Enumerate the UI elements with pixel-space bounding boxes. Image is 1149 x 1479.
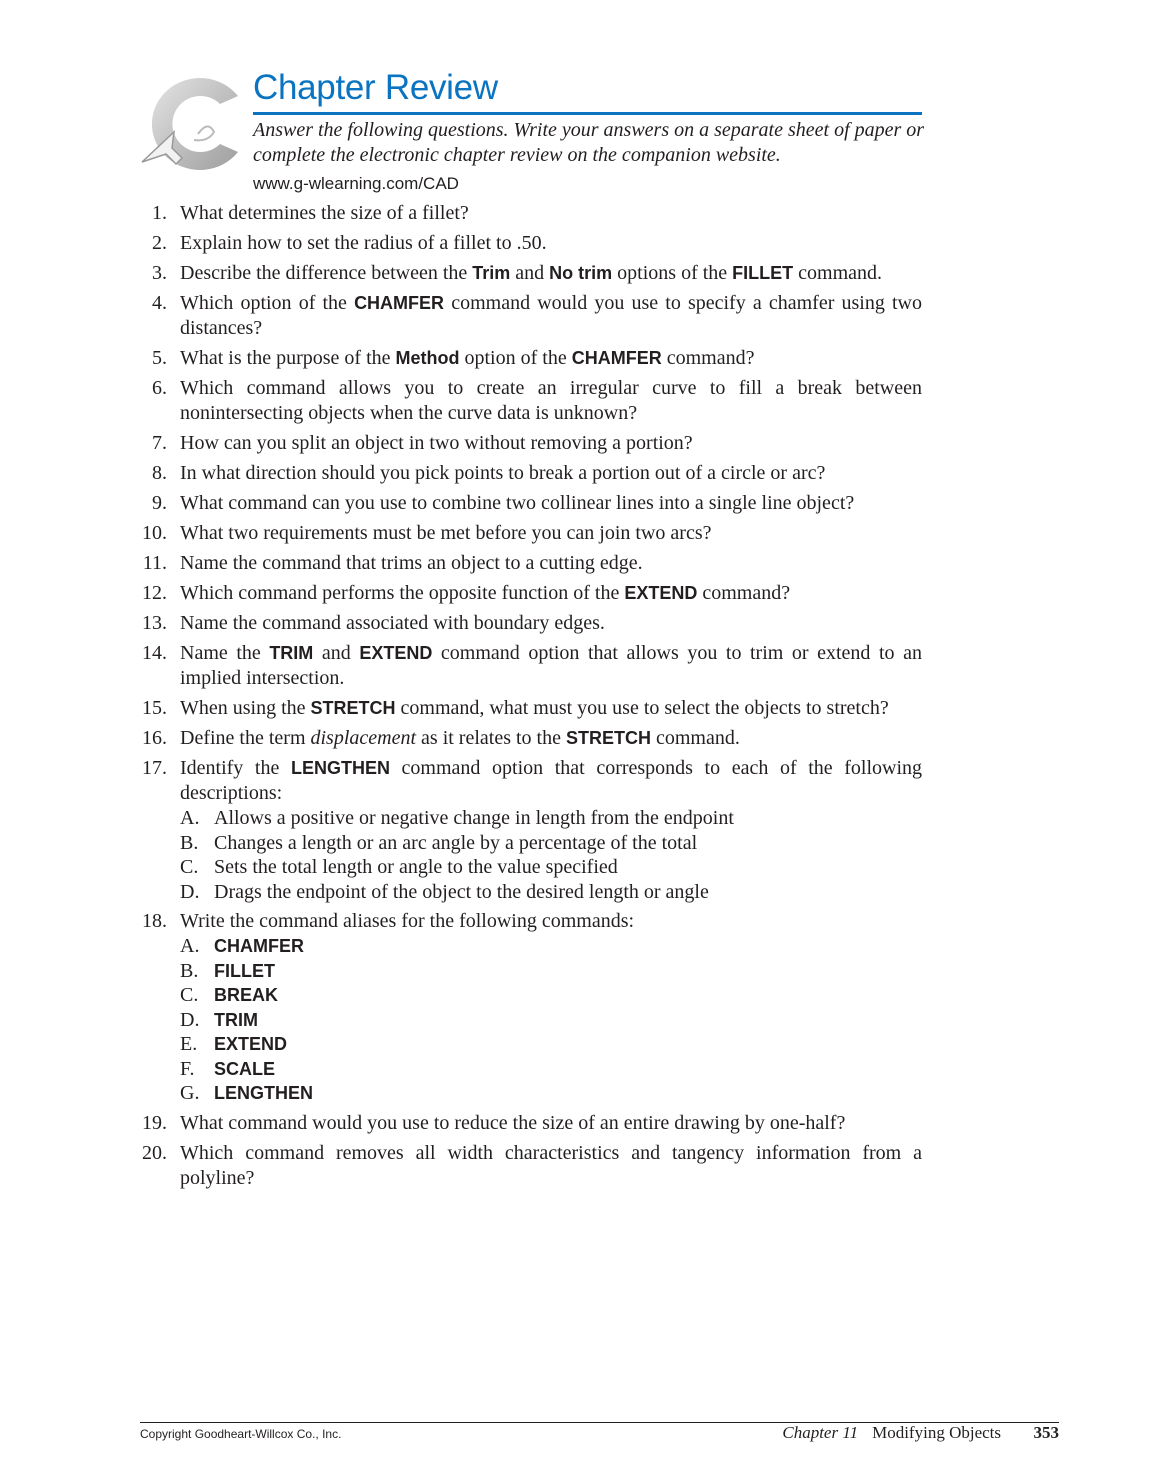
text-run: command? [661, 347, 755, 369]
text-run: Allows a positive or negative change in length from the endpoint [214, 807, 734, 829]
text-run: How can you split an object in two without removing a portion? [180, 432, 693, 454]
running-footer [782, 1423, 1001, 1443]
sub-question-text [214, 880, 709, 905]
question-text [180, 431, 922, 456]
sub-question [180, 1008, 922, 1033]
command-name: TRIM [214, 1009, 258, 1030]
question-text [180, 1111, 922, 1136]
text-run: Which command removes all width characteristics and tangency information from a polyline? [180, 1141, 922, 1189]
question-line [180, 696, 922, 721]
sub-question [180, 1081, 922, 1106]
sub-question-list [180, 934, 922, 1106]
question-number: 1. [152, 202, 167, 224]
text-run: What command can you use to combine two collinear lines into a single line object? [180, 492, 855, 514]
sub-question [180, 959, 922, 984]
question-item [140, 431, 922, 456]
sub-question-letter: C. [180, 856, 199, 878]
sub-question-letter: C. [180, 984, 199, 1006]
question-number: 10. [142, 522, 167, 544]
question-line [180, 461, 922, 486]
question-text [180, 491, 922, 516]
question-item [140, 521, 922, 546]
copyright: Copyright Goodheart-Willcox Co., Inc. [140, 1427, 342, 1441]
text-run: command. [793, 262, 883, 284]
companion-website-link[interactable]: www.g-wlearning.com/CAD [253, 174, 459, 193]
command-name: EXTEND [359, 643, 433, 663]
text-run: What command would you use to reduce the size of an entire drawing by one-half? [180, 1111, 846, 1134]
question-number: 12. [142, 582, 167, 604]
sub-question-letter: B. [180, 959, 199, 982]
question-line [180, 551, 922, 576]
question-number: 17. [142, 757, 167, 779]
question-item [140, 291, 922, 341]
question-text [180, 611, 922, 636]
command-name: No trim [549, 263, 613, 283]
sub-question [180, 806, 922, 831]
sub-question-text [214, 959, 275, 984]
text-run: command? [697, 582, 791, 604]
question-line [180, 521, 922, 546]
command-name: EXTEND [214, 1034, 288, 1054]
question-item [140, 611, 922, 636]
question-number: 4. [152, 292, 167, 314]
sub-question [180, 855, 922, 880]
command-name: BREAK [214, 985, 279, 1005]
question-line [180, 726, 922, 751]
question-line [180, 1141, 922, 1191]
question-number: 9. [152, 492, 167, 514]
text-run: as it relates to the [416, 727, 566, 749]
question-line [180, 231, 922, 256]
question-text [180, 581, 922, 606]
text-run: options of the [612, 262, 733, 284]
text-run: command, what must you use to select the objects to stretch? [395, 697, 889, 719]
question-line [180, 909, 922, 934]
sub-question-text [214, 1008, 258, 1033]
question-item [140, 909, 922, 1106]
command-name: CHAMFER [354, 293, 445, 313]
question-line [180, 611, 922, 636]
question-number: 5. [152, 347, 167, 369]
text-run: Which command allows you to create an irregular curve to fill a break between nonintersecting objects when the curve data is unknown? [180, 377, 922, 424]
page-title: Chapter Review [253, 68, 498, 107]
text-run: Sets the total length or angle to the value specified [214, 856, 618, 878]
page-number: 353 [1033, 1423, 1059, 1442]
question-line [180, 641, 922, 691]
question-item [140, 261, 922, 286]
command-name: STRETCH [565, 728, 651, 748]
sub-question-letter: A. [180, 935, 200, 957]
question-number: 6. [152, 377, 167, 399]
question-number: 11. [142, 552, 167, 574]
question-number: 13. [142, 612, 167, 634]
question-number: 16. [142, 727, 167, 749]
sub-question-text [214, 1032, 287, 1057]
sub-question-letter: E. [180, 1033, 198, 1055]
question-text [180, 726, 922, 751]
chapter-number: Chapter 11 [782, 1423, 859, 1442]
sub-question [180, 934, 922, 959]
text-run: Drags the endpoint of the object to the desired length or angle [214, 880, 709, 903]
command-name: SCALE [214, 1058, 276, 1079]
command-name: CHAMFER [571, 348, 662, 368]
question-line [180, 261, 922, 286]
sub-question-letter: A. [180, 807, 200, 829]
command-name: LENGTHEN [214, 1083, 313, 1103]
title-divider [253, 112, 922, 115]
question-text [180, 641, 922, 691]
text-run: Name the [180, 642, 270, 664]
text-run: command would you use to specify a chamfer using two distances? [180, 292, 922, 339]
question-item [140, 726, 922, 751]
text-run: Which option of the [180, 292, 355, 314]
text-run: Changes a length or an arc angle by a percentage of the total [214, 831, 698, 854]
question-line [180, 291, 922, 341]
question-text [180, 231, 922, 256]
question-text [180, 261, 922, 286]
question-number: 15. [142, 697, 167, 719]
question-item [140, 551, 922, 576]
text-run: and [510, 262, 550, 284]
instructions: Answer the following questions. Write your answers on a separate sheet of paper or complete the electronic chapter review on the companion website. [253, 119, 925, 166]
command-name: Method [395, 348, 460, 368]
question-list [140, 201, 922, 1196]
question-line [180, 201, 922, 226]
text-run: Explain how to set the radius of a fillet to .50. [180, 232, 547, 254]
sub-question-letter: F. [180, 1057, 195, 1080]
question-line [180, 1111, 922, 1136]
question-item [140, 1141, 922, 1191]
question-line [180, 376, 922, 426]
text-run: In what direction should you pick points to break a portion out of a circle or arc? [180, 462, 826, 484]
sub-question-list [180, 806, 922, 904]
sub-question-letter: G. [180, 1082, 200, 1104]
sub-question [180, 983, 922, 1008]
question-number: 19. [142, 1111, 167, 1134]
question-number: 7. [152, 432, 167, 454]
question-item [140, 491, 922, 516]
sub-question [180, 880, 922, 905]
command-name: FILLET [732, 263, 794, 283]
question-item [140, 461, 922, 486]
text-run: When using the [180, 697, 311, 719]
command-name: EXTEND [624, 583, 698, 603]
question-number: 3. [152, 262, 167, 284]
question-line [180, 346, 922, 371]
question-item [140, 376, 922, 426]
term: displacement [310, 727, 417, 749]
sub-question [180, 1032, 922, 1057]
command-name: TRIM [269, 643, 314, 663]
question-item [140, 346, 922, 371]
question-line [180, 491, 922, 516]
question-item [140, 641, 922, 691]
text-run: Name the command that trims an object to a cutting edge. [180, 552, 643, 574]
sub-question-text [214, 855, 618, 880]
question-text [180, 201, 922, 226]
question-text [180, 1141, 922, 1191]
question-item [140, 1111, 922, 1136]
text-run: Identify the [180, 757, 291, 779]
question-line [180, 756, 922, 806]
text-run: Which command performs the opposite function of the [180, 582, 625, 604]
text-run: command. [650, 727, 740, 749]
text-run: What two requirements must be met before you can join two arcs? [180, 522, 712, 544]
text-run: and [313, 642, 360, 664]
c-cursor-logo-icon [138, 74, 246, 174]
question-text [180, 909, 922, 1106]
sub-question [180, 831, 922, 856]
sub-question-letter: D. [180, 880, 200, 903]
sub-question-text [214, 806, 734, 831]
question-line [180, 431, 922, 456]
text-run: command option that allows you to trim or extend to an implied intersection. [180, 642, 922, 689]
question-item [140, 756, 922, 904]
command-name: CHAMFER [214, 936, 304, 956]
question-text [180, 521, 922, 546]
question-text [180, 291, 922, 341]
question-item [140, 201, 922, 226]
sub-question-text [214, 1081, 313, 1106]
text-run: Write the command aliases for the following commands: [180, 910, 635, 932]
question-text [180, 551, 922, 576]
question-item [140, 696, 922, 721]
question-text [180, 461, 922, 486]
question-number: 14. [142, 642, 167, 664]
chapter-title: Modifying Objects [872, 1423, 1001, 1442]
question-text [180, 376, 922, 426]
question-item [140, 231, 922, 256]
command-name: STRETCH [310, 698, 396, 718]
question-line [180, 581, 922, 606]
question-item [140, 581, 922, 606]
command-name: Trim [472, 263, 511, 283]
sub-question-text [214, 1057, 275, 1082]
sub-question-text [214, 934, 304, 959]
question-text [180, 346, 922, 371]
question-number: 18. [142, 910, 167, 932]
text-run: Name the command associated with boundary edges. [180, 612, 605, 634]
sub-question-letter: D. [180, 1008, 200, 1031]
text-run: What is the purpose of the [180, 347, 396, 369]
sub-question-letter: B. [180, 831, 199, 854]
question-text [180, 696, 922, 721]
question-number: 2. [152, 232, 167, 254]
text-run: option of the [459, 347, 572, 369]
command-name: FILLET [214, 960, 275, 981]
question-text [180, 756, 922, 904]
text-run: command option that corresponds to each of the following descriptions: [180, 757, 923, 804]
text-run: What determines the size of a fillet? [180, 202, 469, 224]
text-run: Describe the difference between the [180, 262, 473, 284]
sub-question [180, 1057, 922, 1082]
sub-question-text [214, 983, 278, 1008]
question-number: 20. [142, 1141, 167, 1164]
question-number: 8. [152, 462, 167, 484]
text-run: Define the term [180, 727, 311, 749]
command-name: LENGTHEN [290, 758, 390, 778]
sub-question-text [214, 831, 697, 856]
